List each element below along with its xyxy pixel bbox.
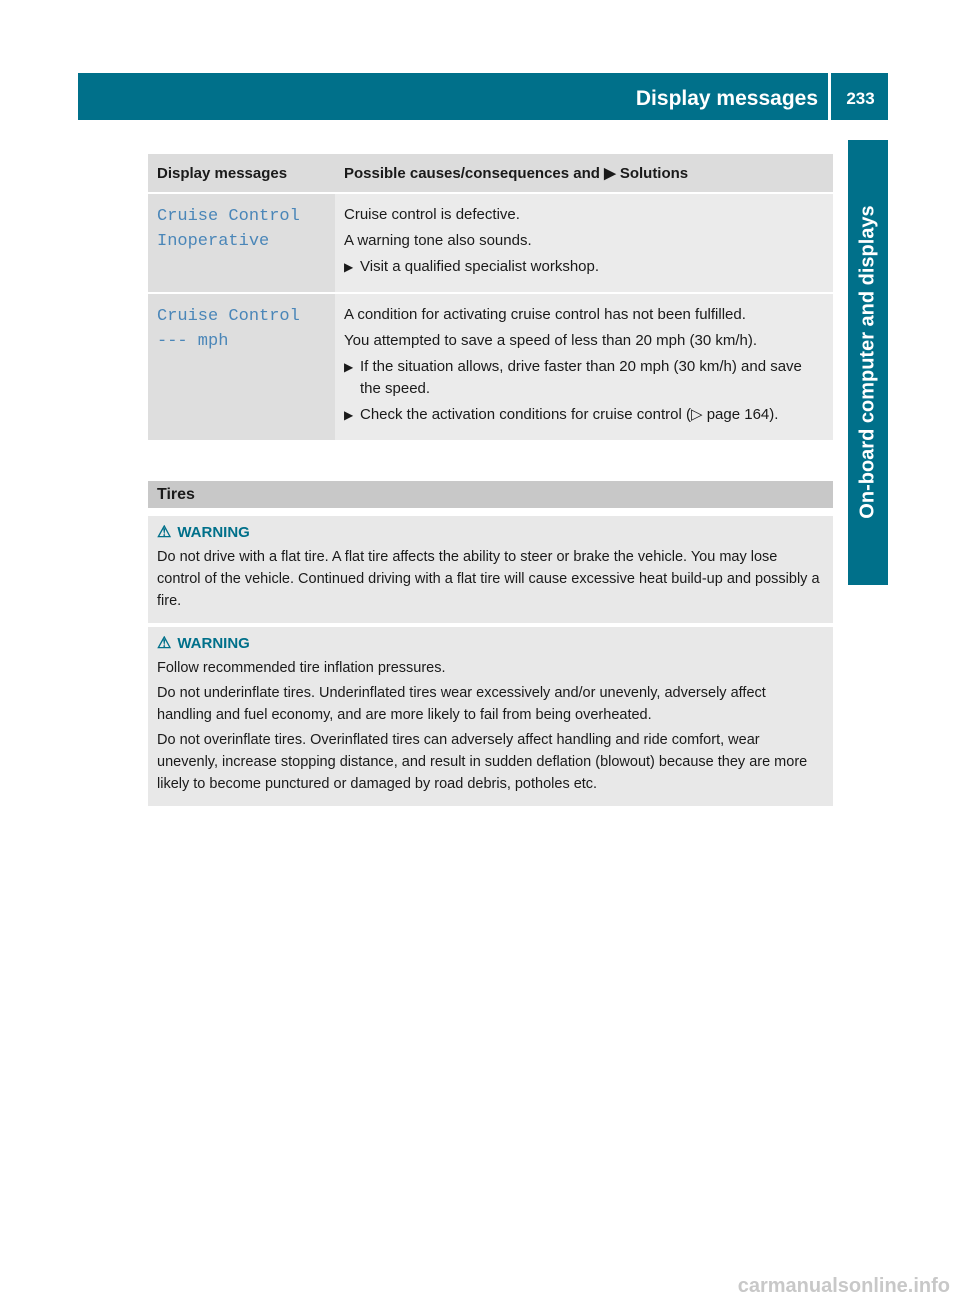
warning-label: WARNING bbox=[177, 635, 250, 652]
message-line: Cruise Control bbox=[157, 207, 300, 226]
step-arrow-icon: ▶ bbox=[344, 260, 354, 274]
warning-box bbox=[148, 516, 833, 623]
step-text: Check the activation conditions for cruise control (▷ page 164). bbox=[360, 406, 779, 423]
step-arrow-icon: ▶ bbox=[344, 408, 354, 422]
solutions-cell bbox=[335, 293, 833, 441]
table-row bbox=[148, 193, 833, 293]
warning-label: WARNING bbox=[177, 524, 250, 541]
cause-text: You attempted to save a speed of less than 20 mph (30 km/h). bbox=[344, 332, 758, 349]
display-message-cell bbox=[148, 193, 335, 293]
solution-step bbox=[344, 256, 824, 278]
warning-text: Follow recommended tire inflation pressures. bbox=[157, 660, 446, 676]
message-line: Cruise Control bbox=[157, 307, 300, 326]
message-line: Inoperative bbox=[157, 232, 270, 251]
warning-text: Do not underinflate tires. Underinflated tires wear excessively and/or unevenly, adversely affect handling and fuel economy, and are more likely to fail from being overheated. bbox=[157, 685, 766, 723]
table-row bbox=[148, 293, 833, 441]
warning-box bbox=[148, 627, 833, 806]
solution-step bbox=[344, 356, 824, 400]
cause-text: Cruise control is defective. bbox=[344, 206, 520, 223]
chapter-tab-label: On-board computer and displays bbox=[856, 205, 879, 519]
thumb-index-marker bbox=[848, 540, 888, 585]
col-header-messages: Display messages bbox=[148, 154, 335, 193]
step-arrow-icon: ▶ bbox=[344, 360, 354, 374]
cause-text: A condition for activating cruise control has not been fulfilled. bbox=[344, 306, 746, 323]
display-message-cell bbox=[148, 293, 335, 441]
step-text: Visit a qualified specialist workshop. bbox=[360, 258, 600, 275]
header-divider bbox=[828, 73, 831, 120]
warning-heading bbox=[157, 522, 824, 544]
chapter-tab bbox=[848, 140, 888, 585]
watermark: carmanualsonline.info bbox=[737, 1275, 950, 1297]
col-header-solutions: Possible causes/consequences and ▶ Solutions bbox=[335, 154, 833, 193]
header-bar bbox=[78, 73, 888, 120]
warning-text: Do not overinflate tires. Overinflated tires can adversely affect handling and ride comfort, wear unevenly, increase stopping distance, and result in sudden deflation (blowout) because they are more likely to become punctured or damaged by road debris, potholes etc. bbox=[157, 732, 808, 792]
section-title-tires: Tires bbox=[148, 481, 833, 508]
display-messages-table bbox=[148, 154, 833, 442]
page-title: Display messages bbox=[635, 87, 818, 110]
table-header-row bbox=[148, 154, 833, 193]
page-number: 233 bbox=[846, 89, 875, 108]
warning-text: Do not drive with a flat tire. A flat tire affects the ability to steer or brake the vehicle. You may lose control of the vehicle. Continued driving with a flat tire will cause excessive heat build-up and possibly a fire. bbox=[157, 549, 820, 609]
message-line: --- mph bbox=[157, 332, 229, 351]
step-text: If the situation allows, drive faster than 20 mph (30 km/h) and save the speed. bbox=[360, 358, 802, 397]
warning-heading bbox=[157, 633, 824, 655]
cause-text: A warning tone also sounds. bbox=[344, 232, 532, 249]
warning-triangle-icon: ⚠ bbox=[157, 635, 172, 652]
warning-triangle-icon: ⚠ bbox=[157, 524, 172, 541]
solution-step bbox=[344, 404, 824, 426]
solutions-cell bbox=[335, 193, 833, 293]
